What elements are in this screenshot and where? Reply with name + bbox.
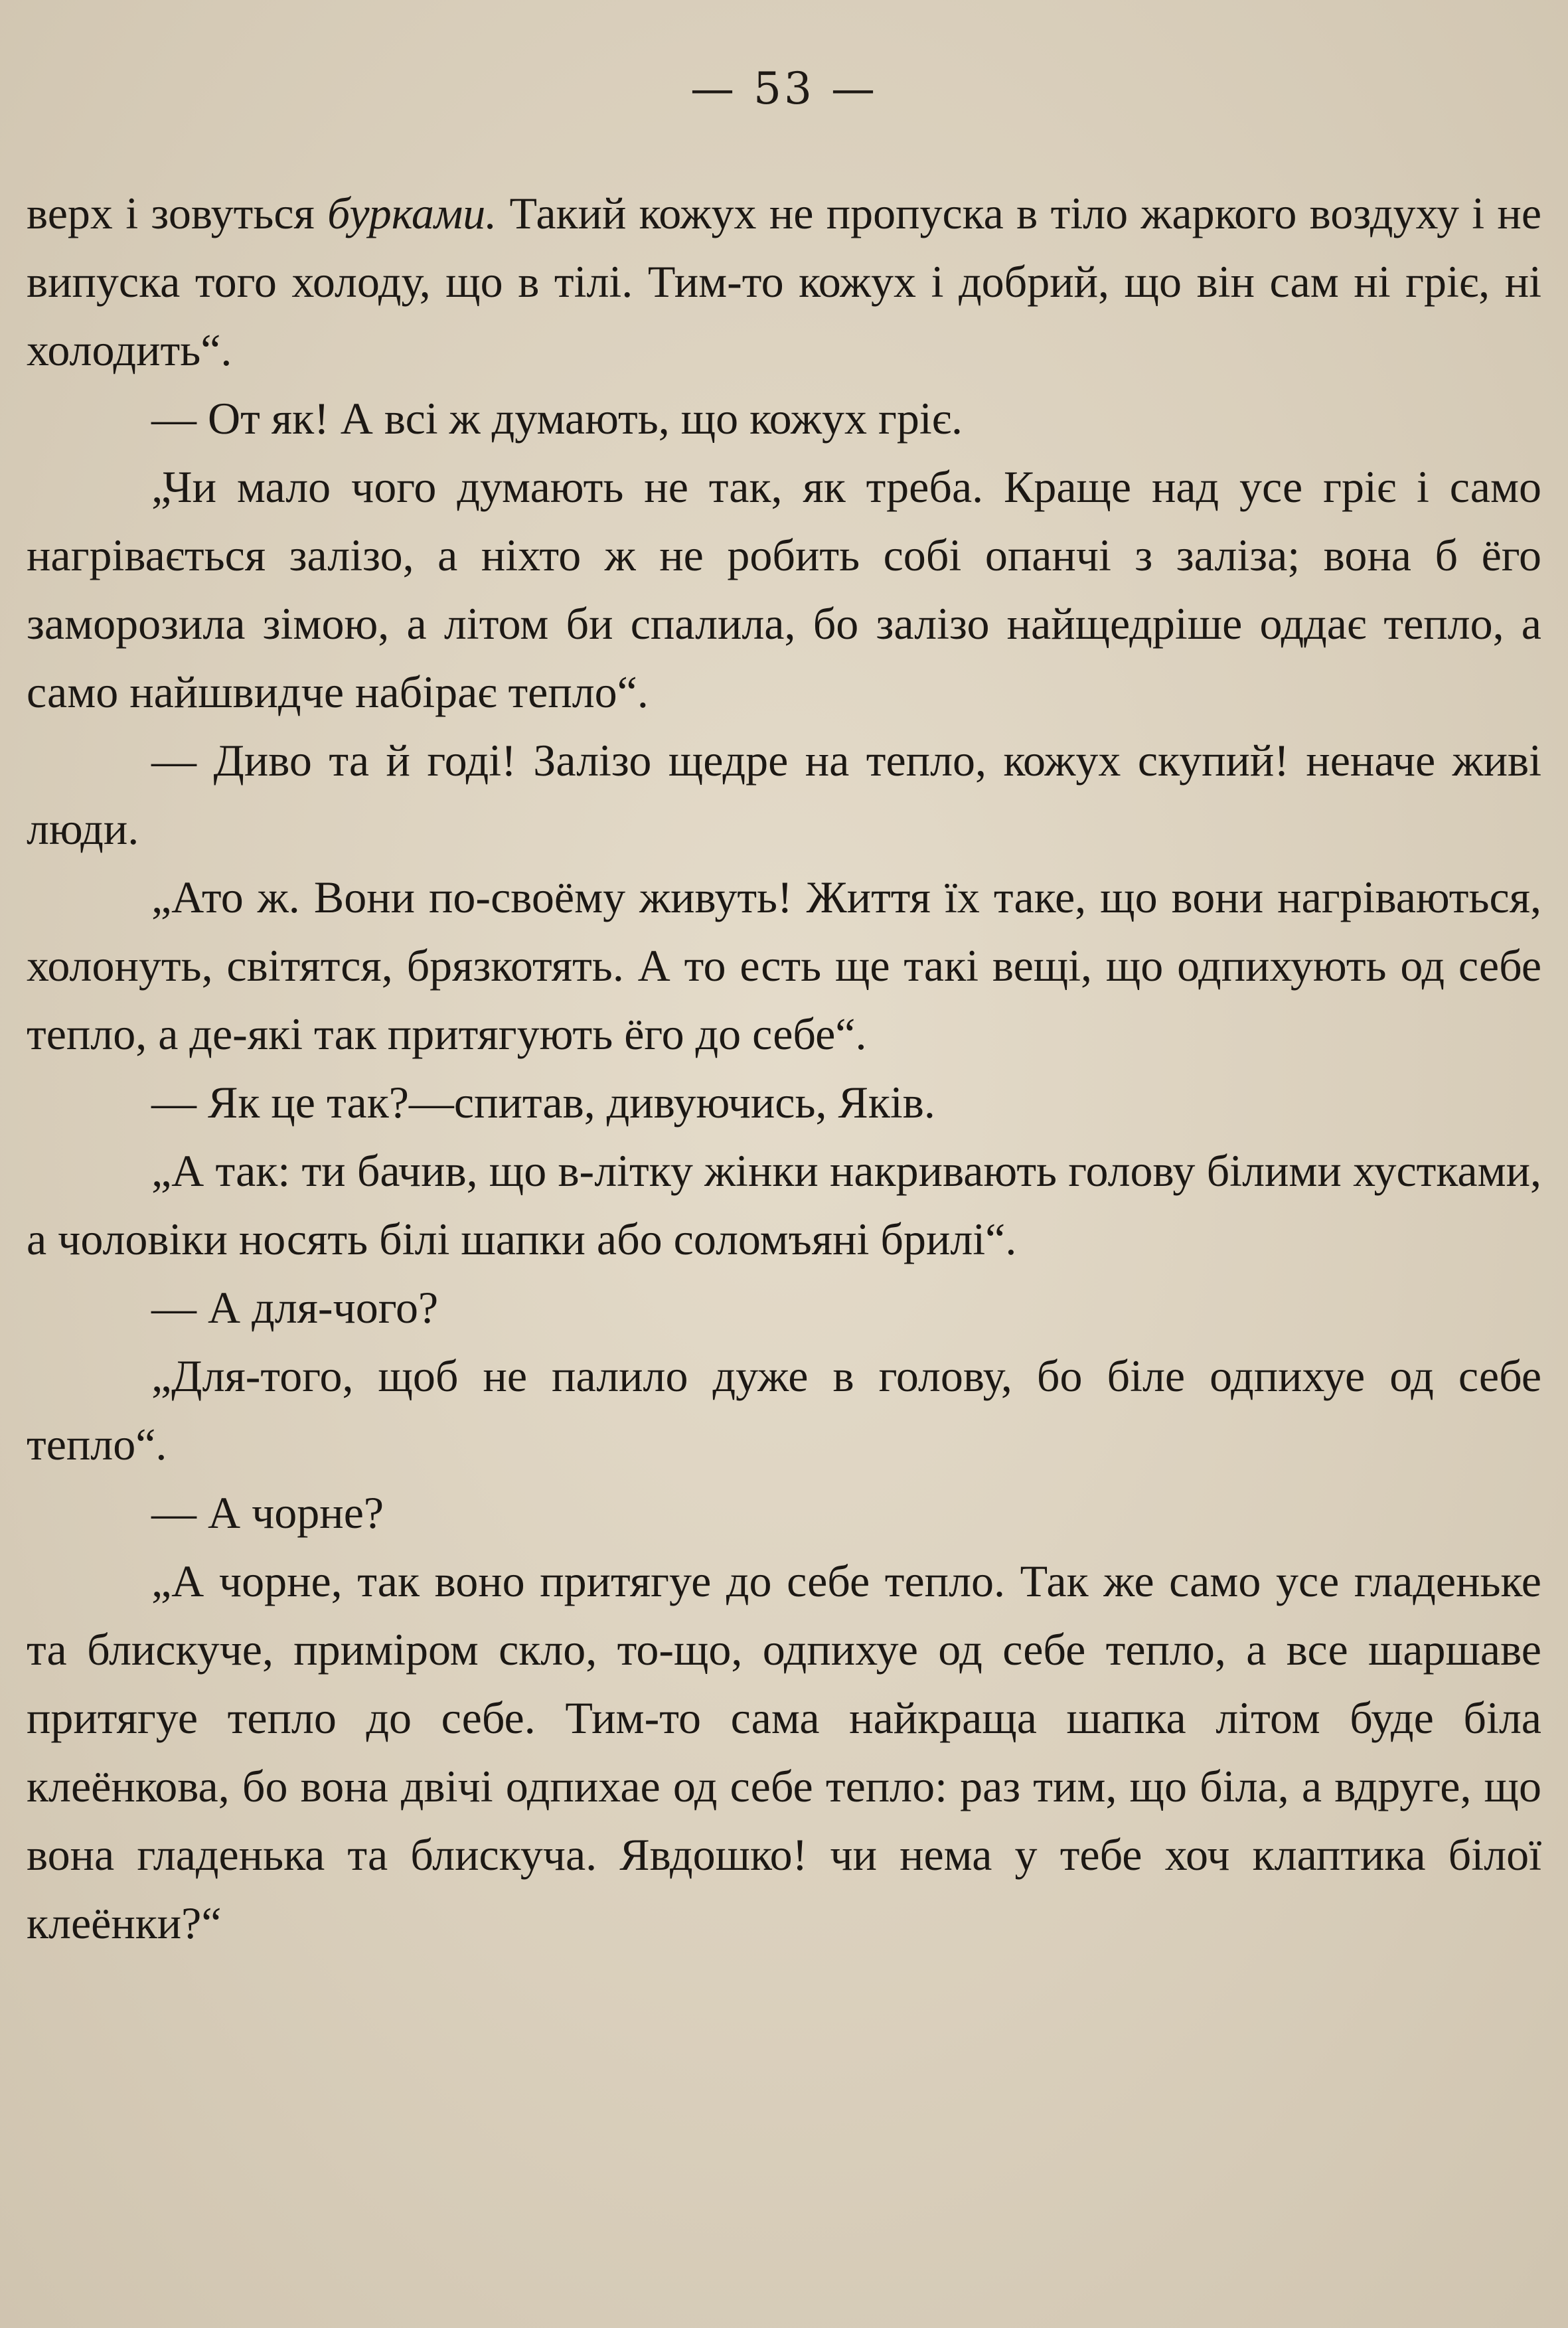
dialogue-line: — Як це так?—спитав, дивуючись, Яків. [151, 1077, 935, 1127]
dialogue-line: — От як! А всі ж думають, що кожух гріє. [151, 393, 963, 444]
dialogue-line: „А так: ти бачив, що в-літку жінки накривають голову білими хустками, а чоловіки носять білі шапки або соломъяні брилі“. [27, 1145, 1541, 1264]
dialogue-line: „Чи мало чого думають не так, як треба. Краще над усе гріє і само нагрівається залізо, а ніхто ж не робить собі опанчі з заліза; вона б ёго заморозила зімою, а літом би спалила, бо залізо найщедріше оддає тепло, а само найшвидче набірає тепло“. [27, 461, 1541, 717]
paragraph-continued [27, 179, 1541, 384]
italic-term: бурками. [327, 188, 497, 238]
dialogue-line: „А чорне, так воно притягуе до себе тепло. Так же само усе гладеньке та блискуче, приміром скло, то-що, одпихуе од себе тепло, а все шаршаве притягуе тепло до себе. Тим-то сама найкраща шапка літом буде біла клеёнкова, бо вона двічі одпихае од себе тепло: раз тим, що біла, а вдруге, що вона гладенька та блискуча. Явдошко! чи нема у тебе хоч клаптика білої клеёнки?“ [27, 1556, 1541, 1948]
body-text [27, 179, 1541, 1957]
dialogue-line: — Диво та й годі! Залізо щедре на тепло, кожух скупий! неначе живі люди. [27, 735, 1541, 854]
dialogue-line: — А чорне? [151, 1487, 384, 1538]
page-number: — 53 — [690, 63, 878, 114]
paragraph-text-end: Такий кожух не пропуска в тіло жаркого воздуху і не випуска того холоду, що в тілі. Тим-то кожух і добрий, що він сам ні гріє, ні холодить“. [27, 188, 1542, 375]
paragraph-text-start: верх і зовуться [27, 188, 328, 238]
dialogue-line: „Ато ж. Вони по-своёму живуть! Життя їх таке, що вони нагріваються, холонуть, світятся, брязкотять. А то есть ще такі вещі, що одпихують од себе тепло, а де-які так притягують ёго до себе“. [27, 872, 1541, 1059]
dialogue-line: — А для-чого? [151, 1282, 439, 1333]
dialogue-line: „Для-того, щоб не палило дуже в голову, бо біле одпихуе од себе тепло“. [27, 1351, 1541, 1469]
